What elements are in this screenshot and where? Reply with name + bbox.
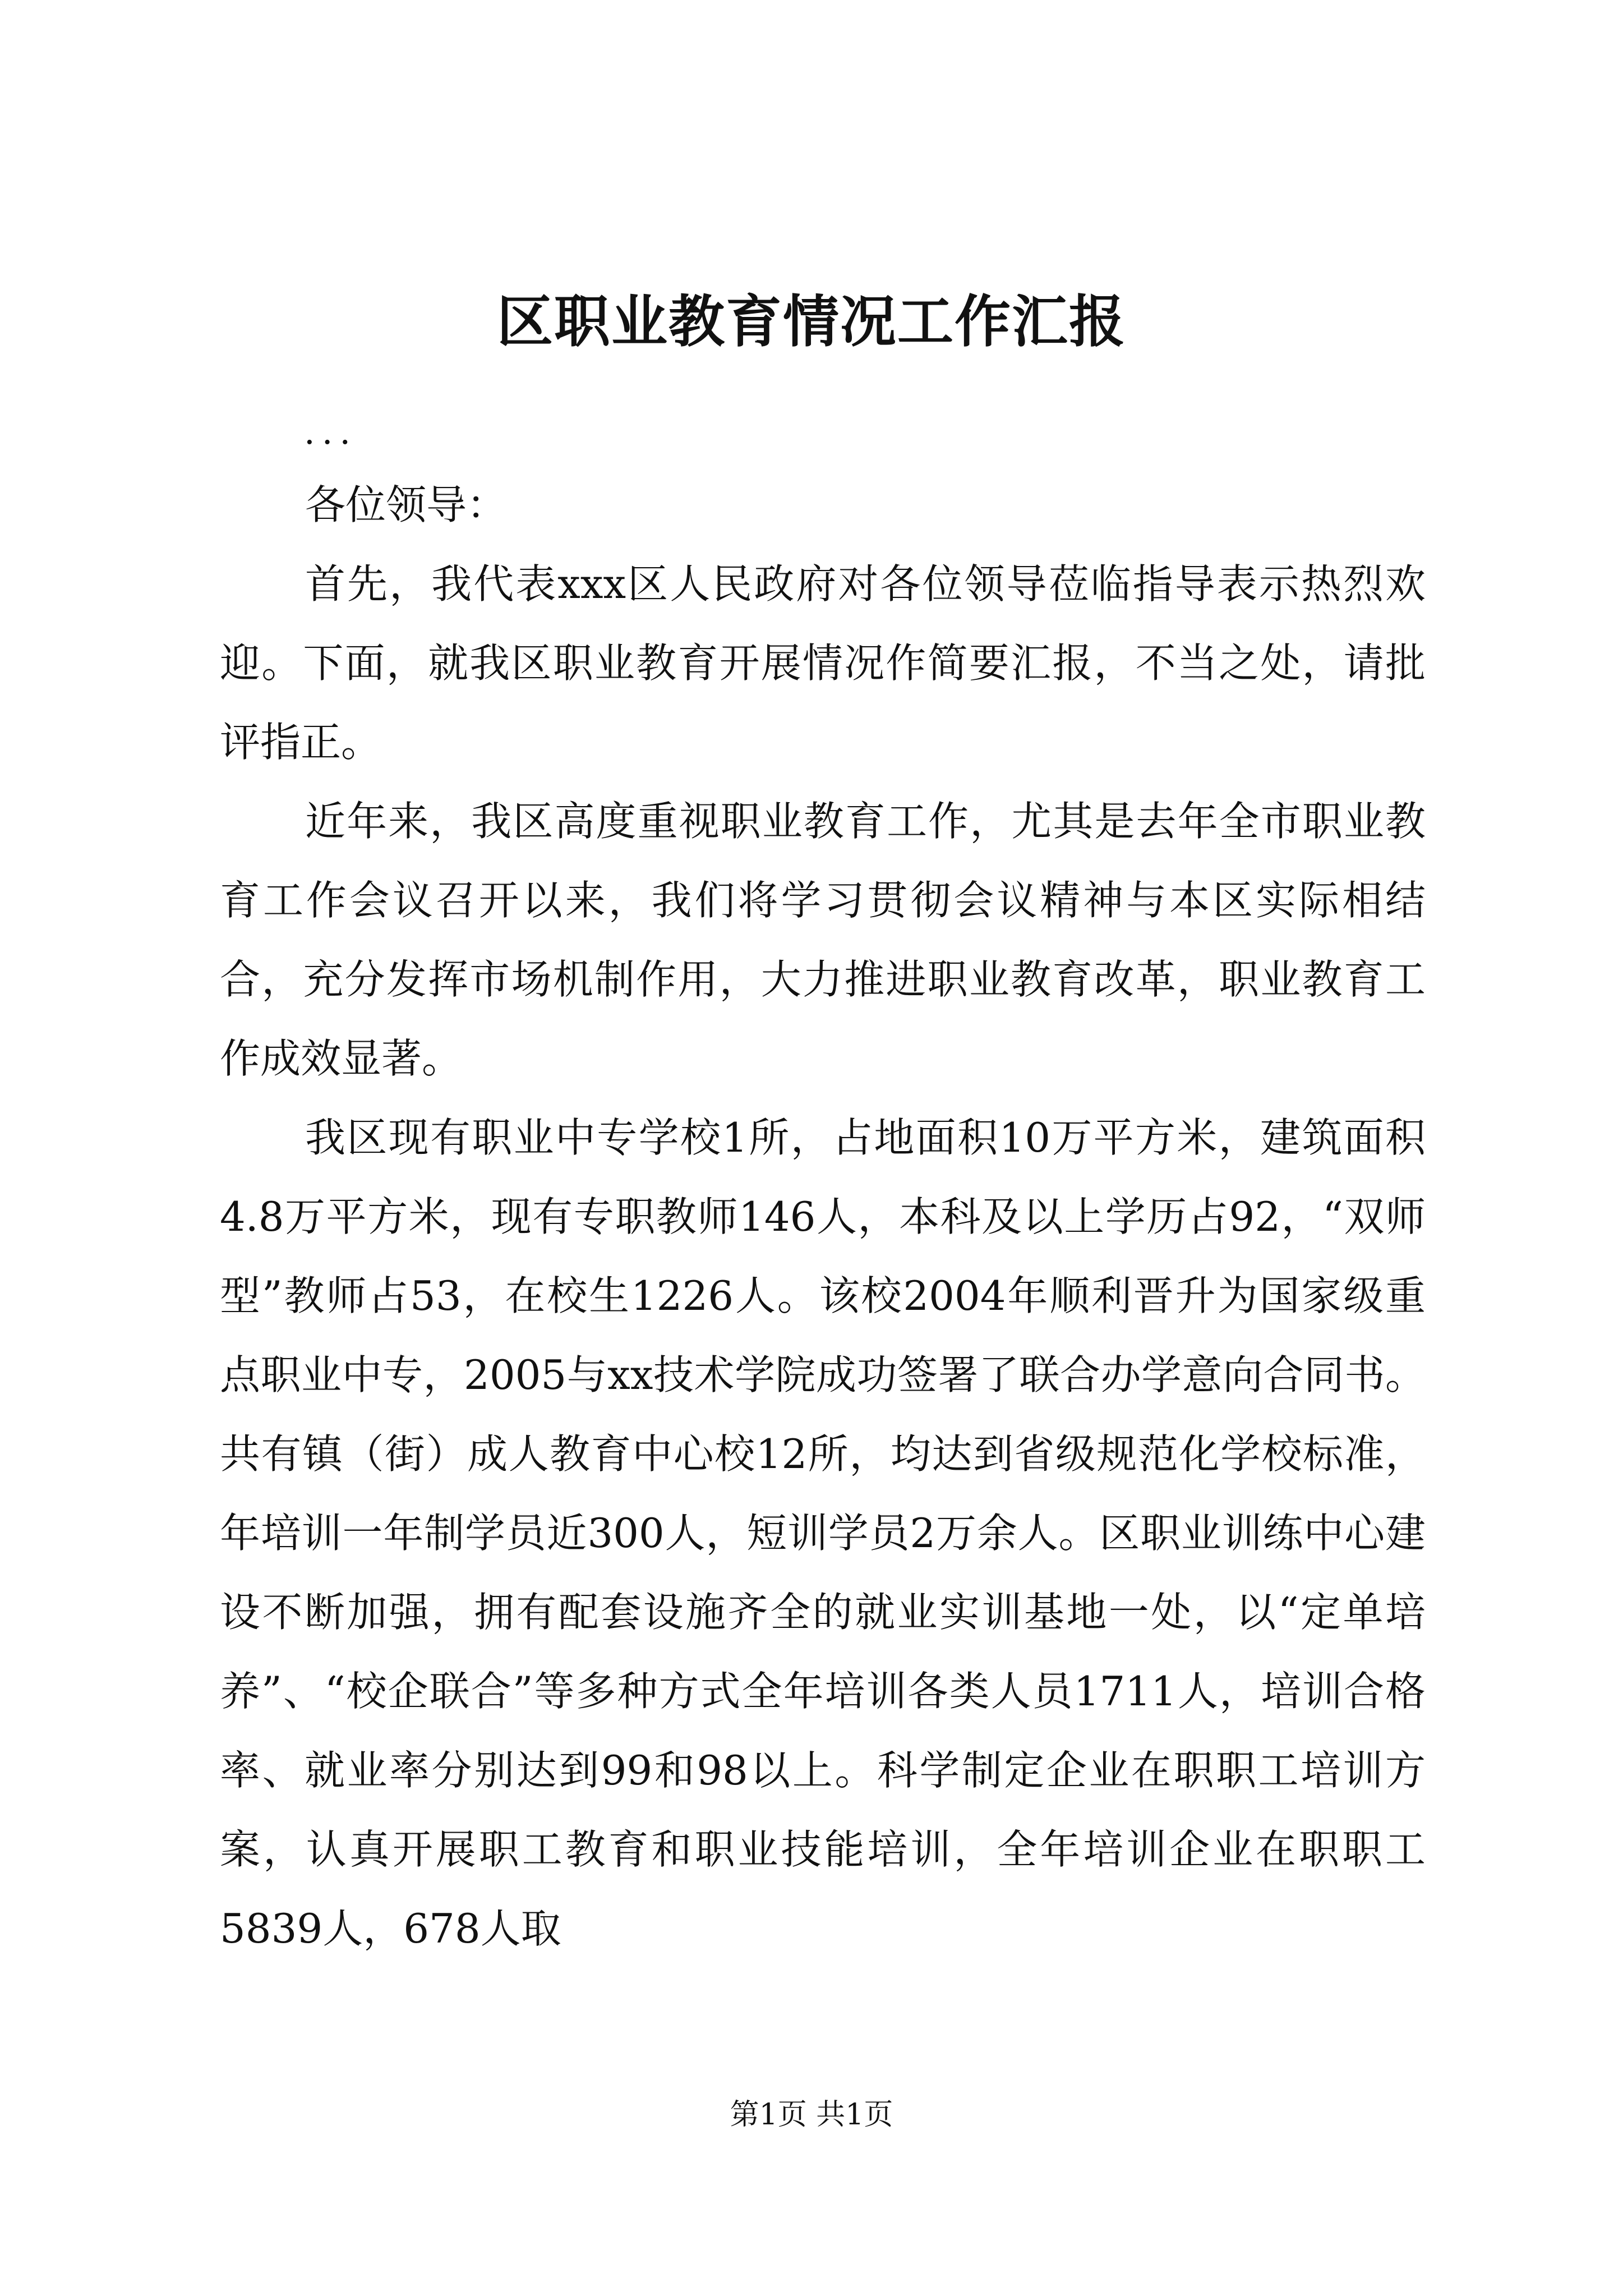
document-body	[220, 404, 1426, 1968]
page-footer: 第1页 共1页	[730, 2098, 893, 2132]
ellipsis-marker: ...	[304, 411, 358, 452]
paragraph-overview: 近年来，我区高度重视职业教育工作，尤其是去年全市职业教育工作会议召开以来，我们将学习贯彻会议精神与本区实际相结合，充分发挥市场机制作用，大力推进职业教育改革，职业教育工作成效显著。	[220, 798, 1426, 1082]
salutation: 各位领导：	[305, 481, 508, 528]
paragraph-intro: 首先，我代表xxx区人民政府对各位领导莅临指导表示热烈欢迎。下面，就我区职业教育开展情况作简要汇报，不当之处，请批评指正。	[220, 560, 1426, 766]
paragraph-statistics: 我区现有职业中专学校1所，占地面积10万平方米，建筑面积4.8万平方米，现有专职教师146人，本科及以上学历占92，“双师型”教师占53，在校生1226人。该校2004年顺利晋升为国家级重点职业中专，2005与xx技术学院成功签署了联合办学意向合同书。共有镇（街）成人教育中心校12所，均达到省级规范化学校标准，年培训一年制学员近300人，短训学员2万余人。区职业训练中心建设不断加强，拥有配套设施齐全的就业实训基地一处，以“定单培养”、“校企联合”等多种方式全年培训各类人员1711人，培训合格率、就业率分别达到99和98以上。科学制定企业在职职工培训方案，认真开展职工教育和职业技能培训，全年培训企业在职职工5839人，678人取	[220, 1114, 1426, 1952]
document-title: 区职业教育情况工作汇报	[497, 288, 1126, 355]
